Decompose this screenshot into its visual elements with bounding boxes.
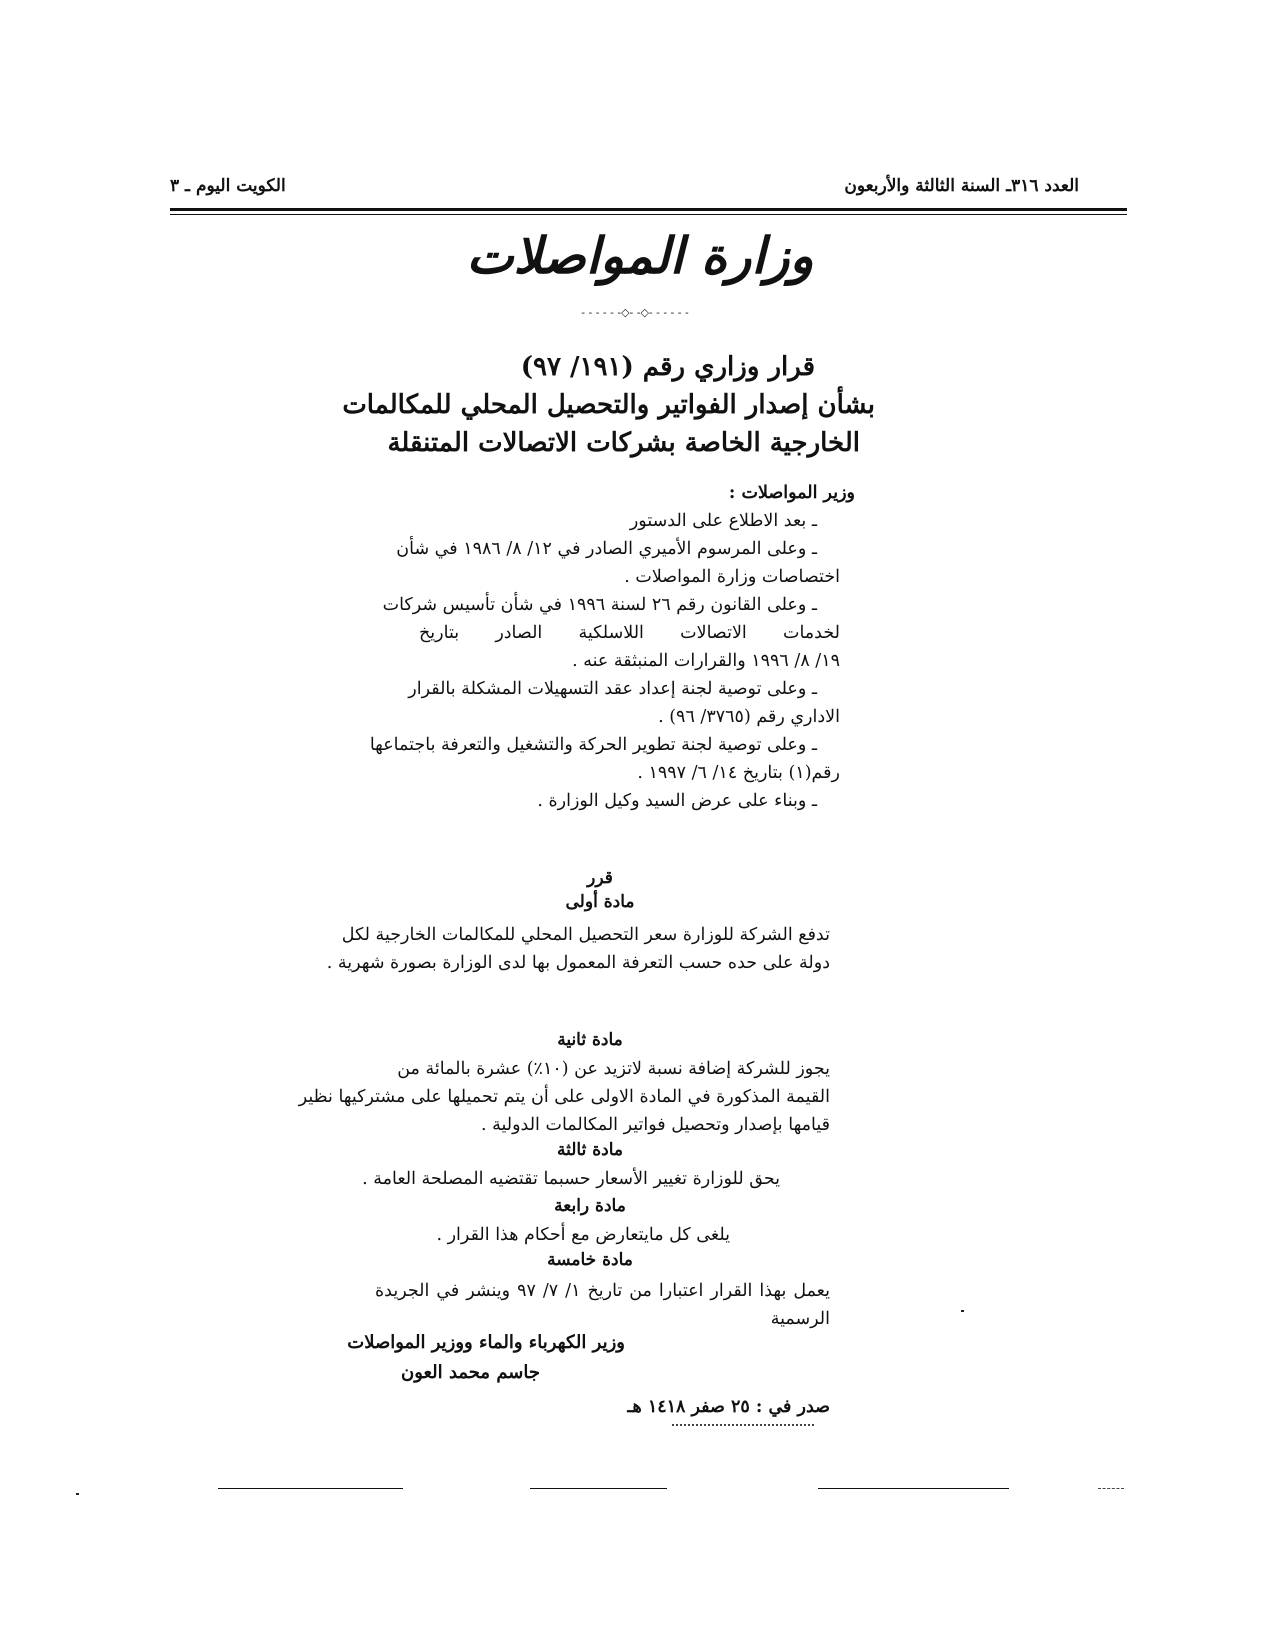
- article-3-text: يحق للوزارة تغيير الأسعار حسبما تقتضيه المصلحة العامة .: [362, 1169, 780, 1189]
- decision-subject-line-1: بشأن إصدار الفواتير والتحصيل المحلي للمكالمات: [342, 390, 875, 420]
- article-5-text: الرسمية: [770, 1309, 830, 1329]
- article-2-title: مادة ثانية: [557, 1030, 623, 1050]
- preamble-line: رقم(١) بتاريخ ١٤/ ٦/ ١٩٩٧ .: [637, 763, 840, 783]
- issue-number: العدد ٣١٦ـ السنة الثالثة والأربعون: [844, 176, 1079, 196]
- article-5-title: مادة خامسة: [547, 1250, 633, 1270]
- ministry-logo: وزارة المواصلات: [466, 226, 814, 285]
- article-5-text: يعمل بهذا القرار اعتبارا من تاريخ ١/ ٧/ ٩٧ وينشر في الجريدة: [375, 1281, 830, 1301]
- header-rule-thin: [170, 214, 1127, 215]
- article-1-title: مادة أولى: [565, 892, 635, 912]
- scan-mark: [961, 1310, 964, 1312]
- decision-subject-line-2: الخارجية الخاصة بشركات الاتصالات المتنقلة: [387, 428, 860, 458]
- article-2-text: القيمة المذكورة في المادة الاولى على أن يتم تحميلها على مشتركيها نظير: [298, 1087, 830, 1107]
- faint-scan-line: [672, 1424, 814, 1426]
- preamble-minister: وزير المواصلات :: [728, 483, 855, 503]
- preamble-line: لخدمات الاتصالات اللاسلكية الصادر بتاريخ: [419, 623, 840, 643]
- preamble-line: اختصاصات وزارة المواصلات .: [624, 567, 840, 587]
- footer-rule: [818, 1488, 1009, 1489]
- article-2-text: قيامها بإصدار وتحصيل فواتير المكالمات الدولية .: [480, 1115, 830, 1135]
- header-rule: [170, 208, 1127, 211]
- decision-title: قرار وزاري رقم (١٩١/ ٩٧): [520, 352, 815, 382]
- signatory-role: وزير الكهرباء والماء ووزير المواصلات: [347, 1332, 625, 1353]
- gazette-page-label: الكويت اليوم ـ ٣: [170, 176, 286, 196]
- preamble-line: الاداري رقم (٣٧٦٥/ ٩٦) .: [658, 707, 840, 727]
- footer-rule: [1098, 1488, 1124, 1489]
- footer-rule: [218, 1488, 403, 1489]
- scan-mark: [76, 1493, 79, 1495]
- footer-rule: [530, 1488, 667, 1489]
- preamble-line: ـ وعلى توصية لجنة إعداد عقد التسهيلات المشكلة بالقرار: [408, 679, 817, 699]
- article-4-text: يلغى كل مايتعارض مع أحكام هذا القرار .: [436, 1225, 730, 1245]
- ornament-divider-icon: - - - - - -◇- -◇- - - - - -: [581, 306, 689, 319]
- article-1-text: تدفع الشركة للوزارة سعر التحصيل المحلي للمكالمات الخارجية لكل: [341, 925, 830, 945]
- article-2-text: يجوز للشركة إضافة نسبة لاتزيد عن (١٠٪) عشرة بالمائة من: [397, 1059, 830, 1079]
- preamble-line: ـ وعلى توصية لجنة تطوير الحركة والتشغيل والتعرفة باجتماعها: [369, 735, 817, 755]
- article-1-text: دولة على حده حسب التعرفة المعمول بها لدى الوزارة بصورة شهرية .: [326, 953, 830, 973]
- preamble-line: ـ وعلى المرسوم الأميري الصادر في ١٢/ ٨/ ١٩٨٦ في شأن: [396, 539, 817, 559]
- issue-date: صدر في : ٢٥ صفر ١٤١٨ هـ: [627, 1397, 830, 1417]
- preamble-line: ١٩/ ٨/ ١٩٩٦ والقرارات المنبثقة عنه .: [572, 651, 840, 671]
- preamble-line: ـ بعد الاطلاع على الدستور: [629, 511, 817, 531]
- signatory-name: جاسم محمد العون: [400, 1362, 540, 1383]
- preamble-line: ـ وعلى القانون رقم ٢٦ لسنة ١٩٩٦ في شأن تأسيس شركات: [382, 595, 817, 615]
- article-4-title: مادة رابعة: [554, 1196, 626, 1216]
- preamble-line: ـ وبناء على عرض السيد وكيل الوزارة .: [537, 791, 817, 811]
- article-3-title: مادة ثالثة: [556, 1140, 624, 1160]
- decision-heading: قرر: [587, 868, 613, 888]
